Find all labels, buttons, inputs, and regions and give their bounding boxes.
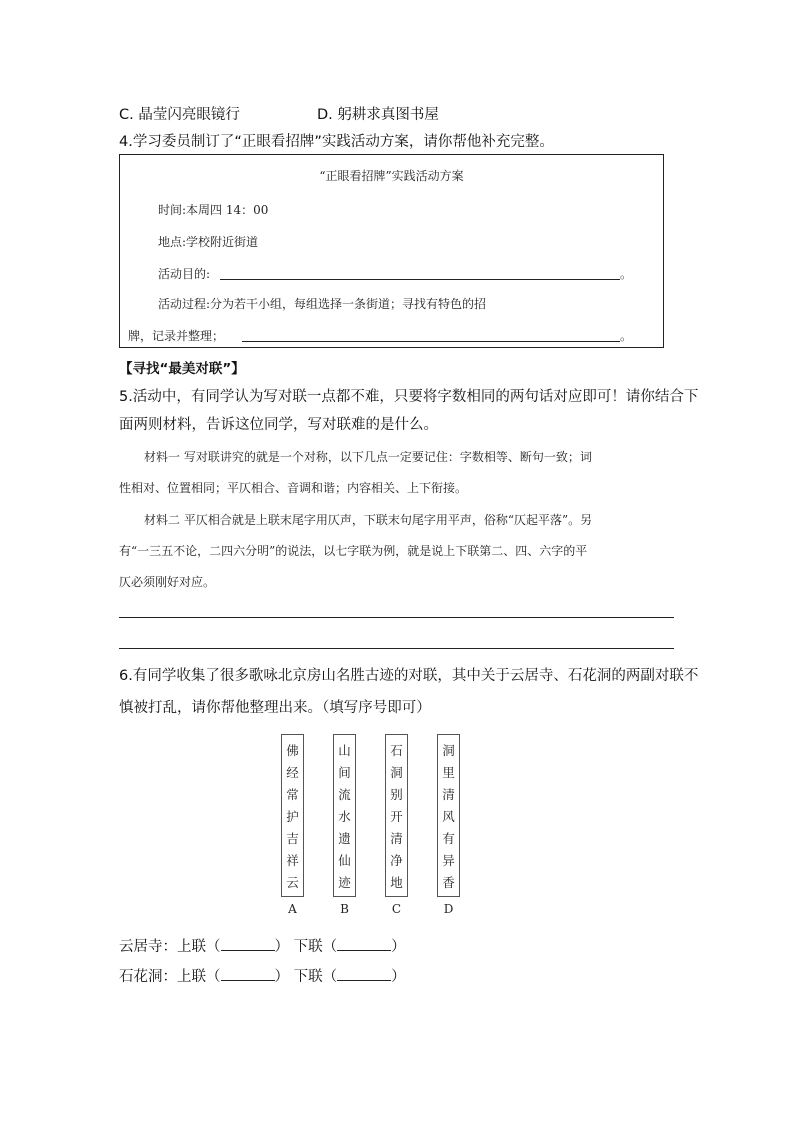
material-1-line1: 材料一 写对联讲究的就是一个对称，以下几点一定要记住：字数相等、断句一致；词	[144, 450, 592, 464]
answer-blank-upper[interactable]	[221, 938, 275, 951]
couplet-char: 遗	[338, 831, 351, 846]
question-6-line2: 慎被打乱，请你帮他整理出来。（填写序号即可）	[119, 700, 431, 716]
answer-blank-lower[interactable]	[337, 938, 391, 951]
couplet-char: 间	[338, 765, 351, 780]
option-d: D. 躬耕求真图书屋	[317, 107, 439, 123]
option-c: C. 晶莹闪亮眼镜行	[119, 107, 240, 123]
couplet-char: 洞	[390, 765, 403, 780]
couplet-char: 有	[442, 831, 455, 846]
couplet-char: 清	[442, 787, 455, 802]
plan-place: 地点:学校附近街道	[158, 235, 259, 249]
couplet-char: 别	[390, 787, 403, 802]
couplet-char: 开	[390, 809, 403, 824]
couplet-char: 清	[390, 831, 403, 846]
couplet-char: 云	[286, 875, 299, 890]
material-2-line1: 材料二 平仄相合就是上联末尾字用仄声，下联末句尾字用平声，俗称“仄起平落”。另	[144, 513, 593, 527]
answer-line-1[interactable]	[119, 617, 674, 618]
material-2-line2: 有“一三五不论，二四六分明”的说法，以七字联为例，就是说上下联第二、四、六字的平	[119, 544, 588, 558]
answer-blank-lower[interactable]	[337, 968, 391, 981]
couplet-char: 山	[338, 743, 351, 758]
couplet-char: 异	[442, 853, 455, 868]
couplet-char: 仙	[338, 853, 351, 868]
couplet-card-d	[437, 734, 460, 897]
couplet-char: 流	[338, 787, 351, 802]
answer-line-2[interactable]	[119, 648, 674, 649]
answer-blank-upper[interactable]	[221, 968, 275, 981]
answer-end-label: ）	[391, 969, 406, 985]
couplet-char: 香	[442, 875, 455, 890]
plan-title: “正眼看招牌”实践活动方案	[319, 169, 464, 183]
couplet-char: 常	[286, 787, 299, 802]
plan-process-end: 。	[620, 329, 633, 343]
couplet-char: 地	[390, 875, 403, 890]
couplet-char: 石	[390, 743, 403, 758]
couplet-card-c	[385, 734, 408, 897]
plan-purpose-end: 。	[620, 267, 633, 281]
couplet-char: 祥	[286, 853, 299, 868]
couplet-char: 护	[286, 809, 299, 824]
answer-row-shihuadong	[119, 965, 406, 986]
couplet-label-c: C	[391, 902, 402, 916]
couplet-card-b	[333, 734, 356, 897]
answer-mid-label: ） 下联（	[274, 939, 338, 955]
couplet-char: 净	[390, 853, 403, 868]
plan-purpose-label: 活动目的:	[158, 267, 211, 281]
answer-row-yunjusi	[119, 935, 406, 956]
couplet-char: 里	[442, 765, 455, 780]
couplet-label-d: D	[443, 902, 454, 916]
couplet-char: 水	[338, 809, 351, 824]
couplet-char: 迹	[338, 875, 351, 890]
process-answer-line[interactable]	[242, 341, 620, 342]
question-5-line2: 面两则材料，告诉这位同学，写对联难的是什么。	[119, 417, 438, 433]
couplet-label-a: A	[288, 902, 297, 916]
material-2-line3: 仄必须刚好对应。	[119, 575, 216, 589]
section-title: 【寻找“最美对联”】	[119, 361, 245, 377]
question-5-line1: 5.活动中，有同学认为写对联一点都不难，只要将字数相同的两句话对应即可！请你结合下	[119, 389, 699, 405]
question-6-line1: 6.有同学收集了很多歌咏北京房山名胜古迹的对联，其中关于云居寺、石花洞的两副对联不	[119, 668, 699, 684]
answer-place-label: 石花洞：上联（	[119, 969, 221, 985]
purpose-answer-line[interactable]	[220, 279, 620, 280]
answer-end-label: ）	[391, 939, 406, 955]
plan-process-line1: 活动过程:分为若干小组，每组选择一条街道；寻找有特色的招	[158, 297, 487, 311]
plan-time: 时间:本周四 14：00	[158, 203, 269, 217]
couplet-char: 风	[442, 809, 455, 824]
couplet-char: 洞	[442, 743, 455, 758]
couplet-char: 佛	[286, 743, 299, 758]
activity-plan-box	[119, 154, 664, 348]
couplet-char: 吉	[286, 831, 299, 846]
couplet-label-b: B	[340, 902, 349, 916]
answer-place-label: 云居寺：上联（	[119, 939, 221, 955]
question-4-prompt: 4.学习委员制订了“正眼看招牌”实践活动方案，请你帮他补充完整。	[119, 134, 554, 150]
plan-process-line2-label: 牌，记录并整理；	[128, 329, 225, 343]
couplet-char: 经	[286, 765, 299, 780]
couplet-card-a	[281, 734, 304, 897]
material-1-line2: 性相对、位置相同；平仄相合、音调和谐；内容相关、上下衔接。	[119, 481, 468, 495]
answer-mid-label: ） 下联（	[274, 969, 338, 985]
